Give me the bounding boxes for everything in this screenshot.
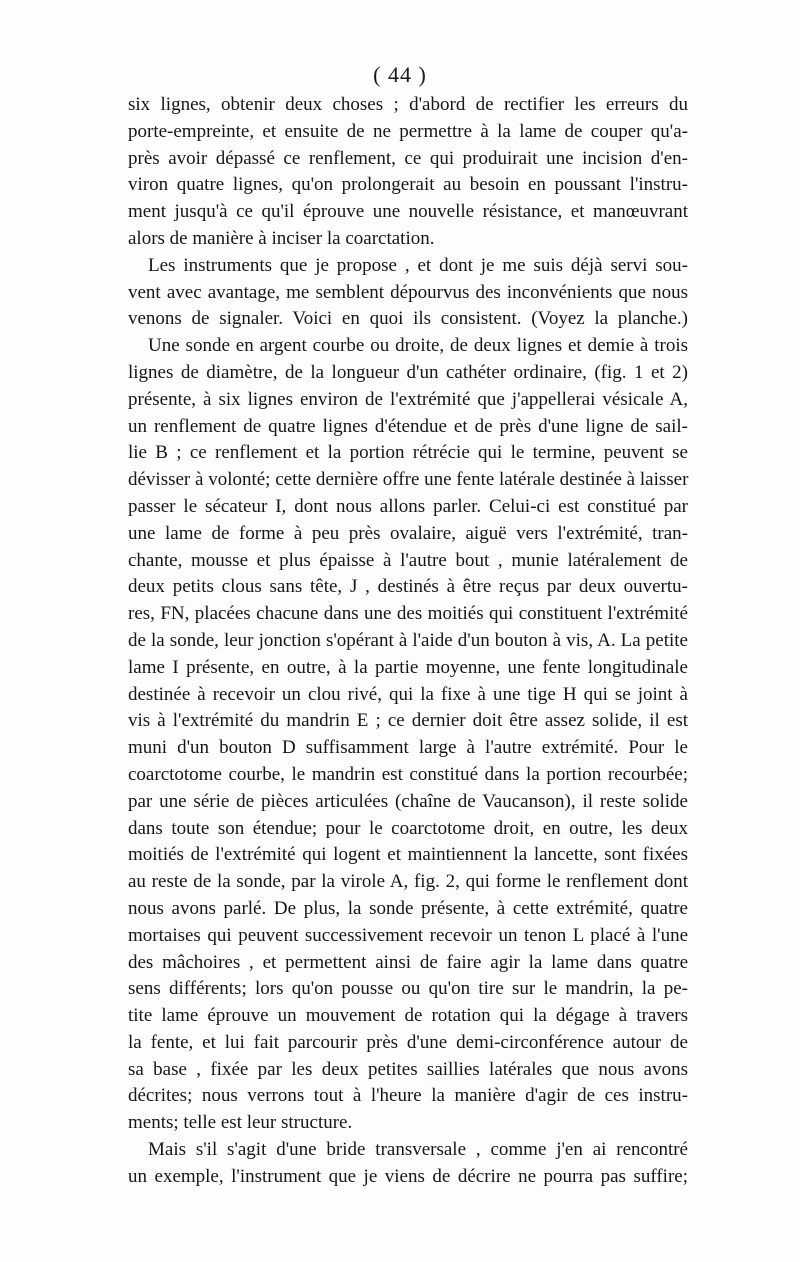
text-line: par une série de pièces articulées (chaîne de Vaucanson), il reste solide [128,790,688,812]
text-line: au reste de la sonde, par la virole A, fig. 2, qui forme le renflement dont [128,871,688,893]
text-line: la fente, et lui fait parcourir près d'une demi-circonférence autour de [128,1031,688,1053]
paragraph-3 [128,333,688,1137]
text-line: Une sonde en argent courbe ou droite, de deux lignes et demie à trois [148,335,688,357]
text-line: tite lame éprouve un mouvement de rotation qui la dégage à travers [128,1005,688,1027]
text-line: res, FN, placées chacune dans une des moitiés qui constituent l'extrémité [128,603,688,625]
text-line: passer le sécateur I, dont nous allons parler. Celui-ci est constitué par [128,495,688,517]
text-line: viron quatre lignes, qu'on prolongerait au besoin en poussant l'instru- [128,174,688,196]
text-line: un renflement de quatre lignes d'étendue et de près d'une ligne de sail- [128,415,688,437]
text-line: vent avec avantage, me semblent dépourvus des inconvénients que nous [128,281,688,303]
text-line: ment jusqu'à ce qu'il éprouve une nouvelle résistance, et manœuvrant [128,201,688,223]
text-line: deux petits clous sans tête, J , destinés à être reçus par deux ouvertu- [128,576,688,598]
text-line: ments; telle est leur structure. [128,1112,353,1134]
text-line: lignes de diamètre, de la longueur d'un cathéter ordinaire, (fig. 1 et 2) [128,361,688,383]
text-line: Mais s'il s'agit d'une bride transversale , comme j'en ai rencontré [148,1139,688,1161]
body-text [128,92,688,1191]
text-line: chante, mousse et plus épaisse à l'autre bout , munie latéralement de [128,549,688,571]
text-line: Les instruments que je propose , et dont je me suis déjà servi sou- [148,254,688,276]
text-line: destinée à recevoir un clou rivé, qui la fixe à une tige H qui se joint à [128,683,688,705]
text-line: des mâchoires , et permettent ainsi de faire agir la lame dans quatre [128,951,688,973]
text-line: moitiés de l'extrémité qui logent et maintiennent la lancette, sont fixées [128,844,688,866]
text-line: sa base , fixée par les deux petites saillies latérales que nous avons [128,1058,688,1080]
text-line: près avoir dépassé ce renflement, ce qui produirait une incision d'en- [128,147,688,169]
text-line: venons de signaler. Voici en quoi ils consistent. (Voyez la planche.) [128,308,688,330]
text-line: lame I présente, en outre, à la partie moyenne, une fente longitudinale [128,656,688,678]
paragraph-2 [128,253,688,333]
paragraph-1 [128,92,688,253]
text-line: présente, à six lignes environ de l'extrémité que j'appellerai vésicale A, [128,388,688,410]
text-line: six lignes, obtenir deux choses ; d'abord de rectifier les erreurs du [128,94,688,115]
text-line: une lame de forme à peu près ovalaire, aiguë vers l'extrémité, tran- [128,522,688,544]
text-line: dans toute son étendue; pour le coarctotome droit, en outre, les deux [128,817,688,839]
text-line: de la sonde, leur jonction s'opérant à l'aide d'un bouton à vis, A. La petite [128,629,688,651]
text-line: vis à l'extrémité du mandrin E ; ce dernier doit être assez solide, il est [128,710,688,732]
text-line: coarctotome courbe, le mandrin est constitué dans la portion recourbée; [128,763,688,785]
text-line: dévisser à volonté; cette dernière offre une fente latérale destinée à laisser [128,469,689,491]
text-line: un exemple, l'instrument que je viens de décrire ne pourra pas suffire; [128,1165,688,1187]
text-line: sens différents; lors qu'on pousse ou qu'on tire sur le mandrin, la pe- [128,978,688,1000]
text-line: porte-empreinte, et ensuite de ne permettre à la lame de couper qu'a- [128,120,688,142]
text-line: mortaises qui peuvent successivement recevoir un tenon L placé à l'une [128,924,688,946]
text-line: alors de manière à inciser la coarctation. [128,227,435,249]
text-line: lie B ; ce renflement et la portion rétrécie qui le termine, peuvent se [128,442,688,464]
text-line: nous avons parlé. De plus, la sonde présente, à cette extrémité, quatre [128,897,688,919]
text-line: muni d'un bouton D suffisamment large à l'autre extrémité. Pour le [128,737,688,759]
paragraph-4 [128,1137,688,1191]
text-line: décrites; nous verrons tout à l'heure la manière d'agir de ces instru- [128,1085,688,1107]
page-number: ( 44 ) [373,62,427,87]
